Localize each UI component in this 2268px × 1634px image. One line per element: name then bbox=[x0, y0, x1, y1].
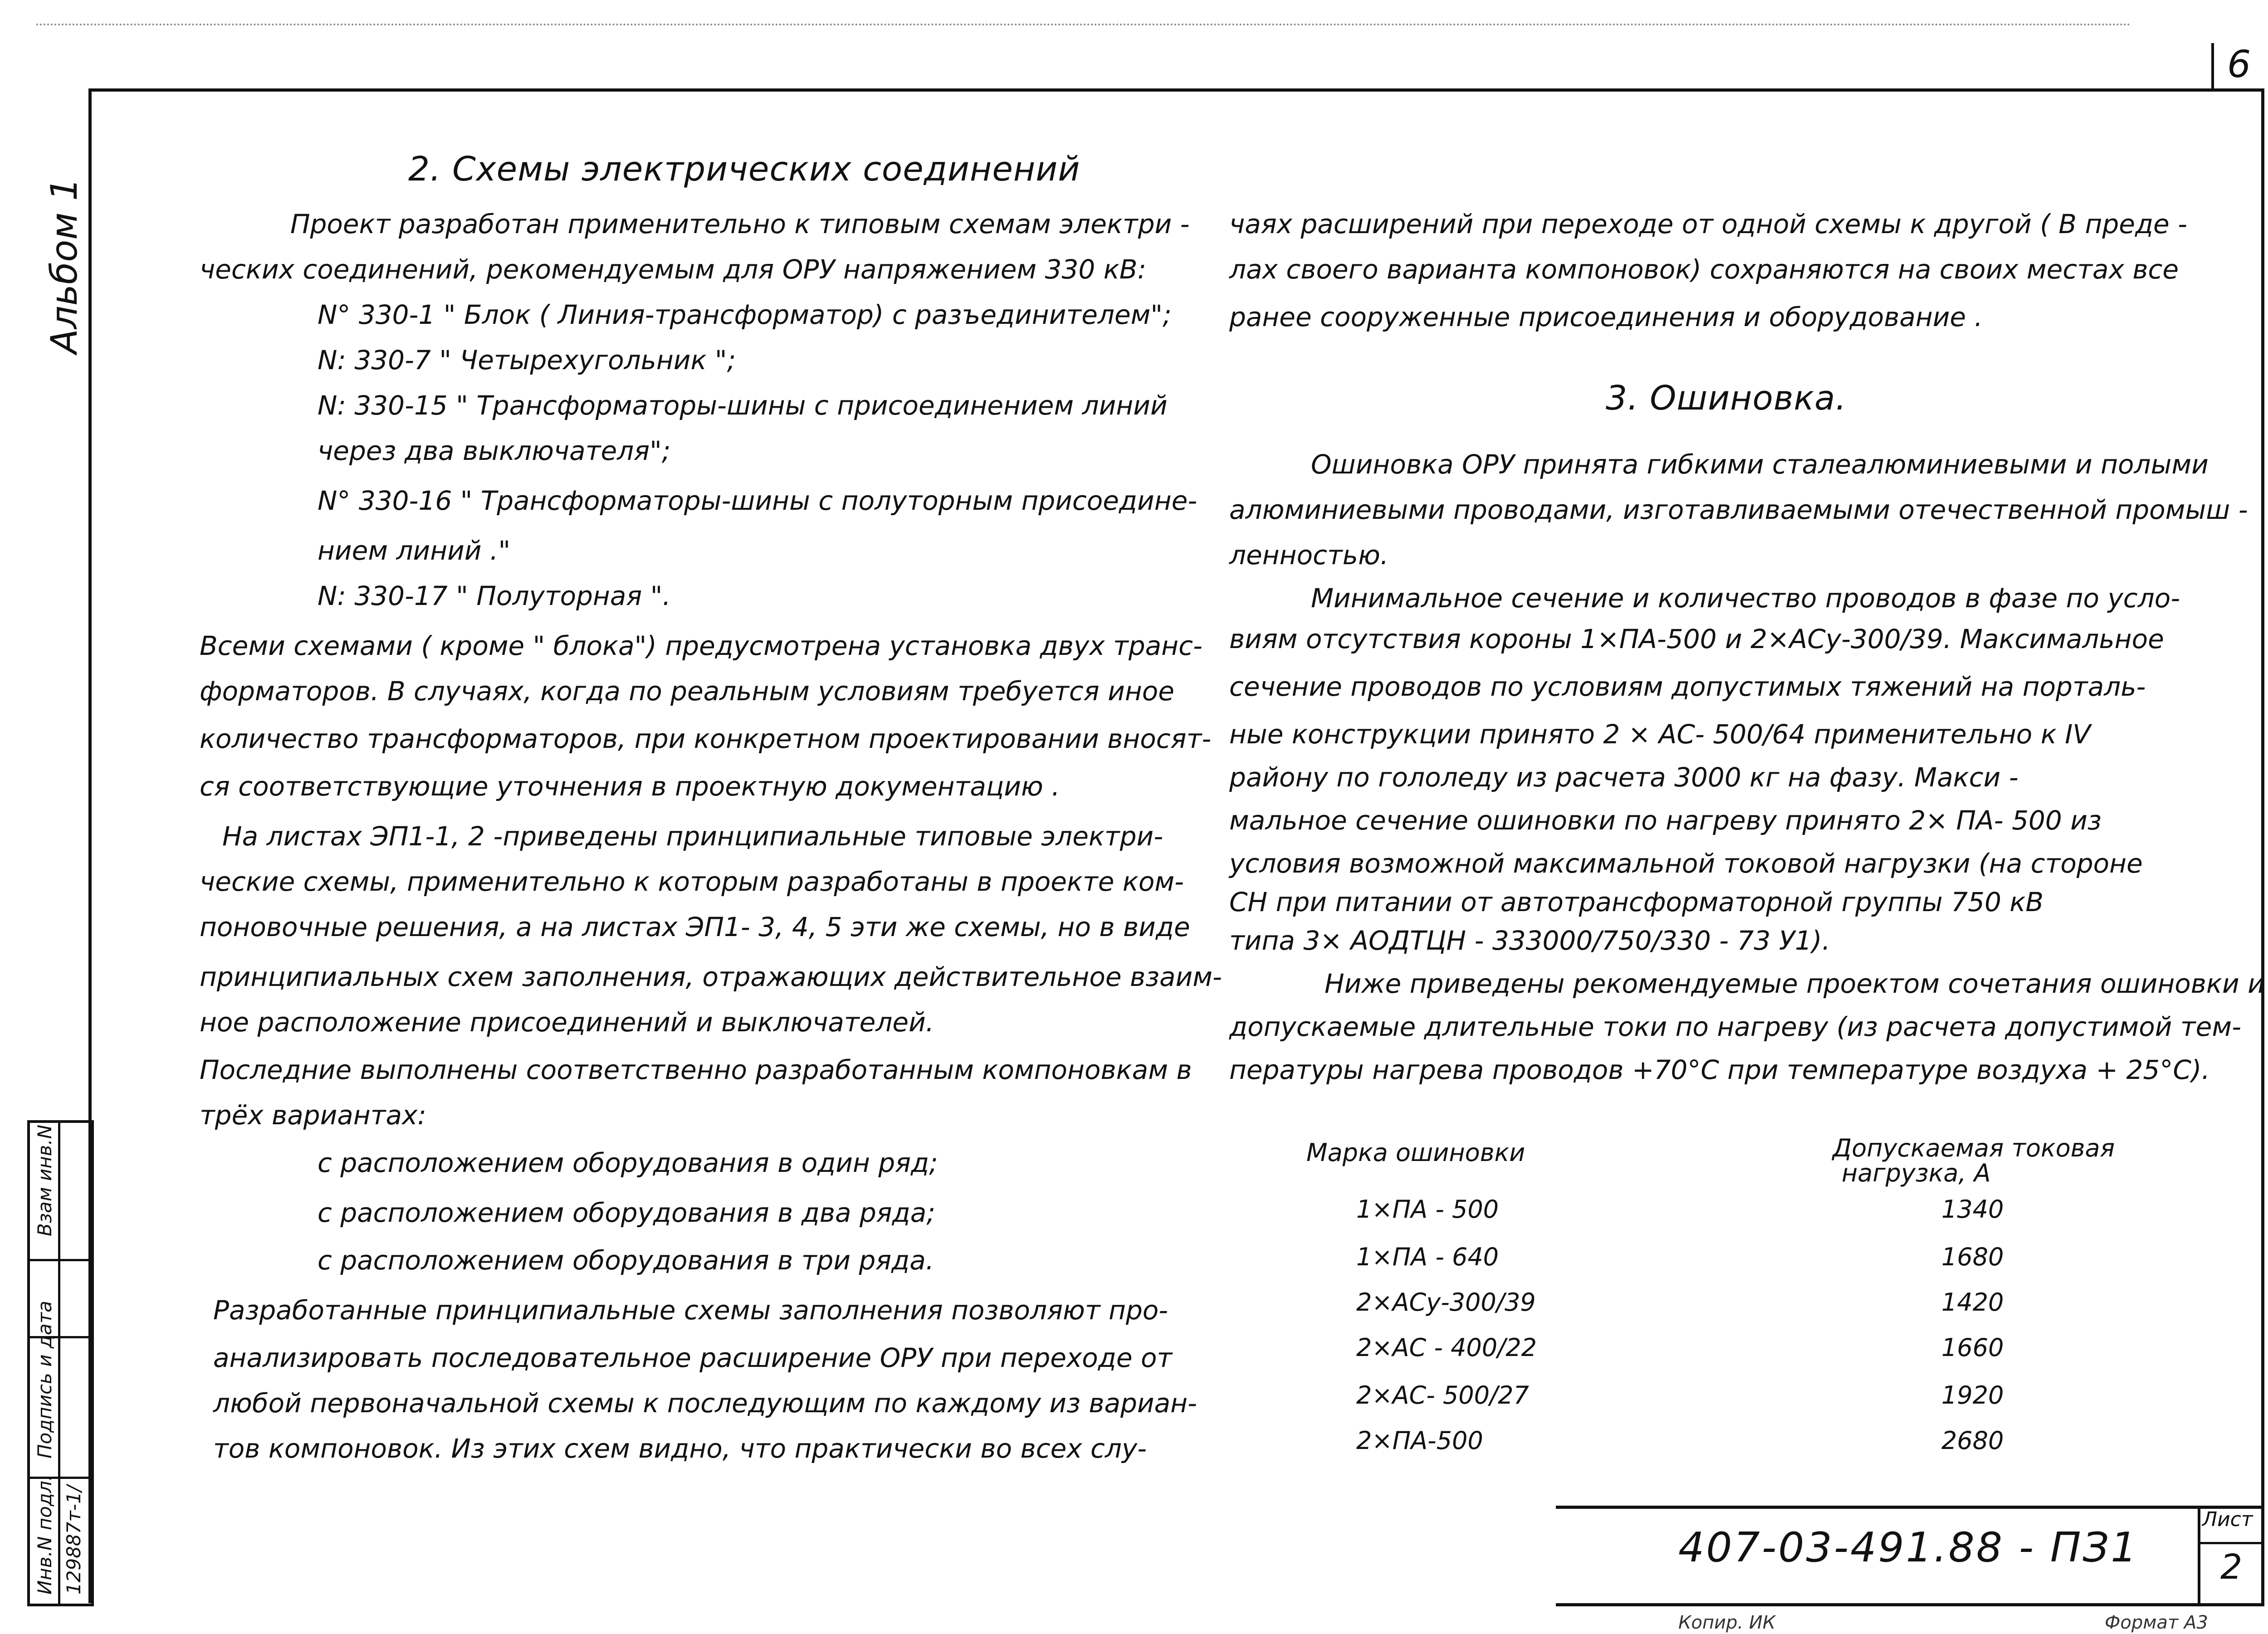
stamp-inv-label: Инв.N подл. bbox=[34, 1474, 56, 1595]
table-cell-mark: 1×ПА - 640 bbox=[1356, 1243, 1499, 1271]
section3-line: типа 3× АОДТЦН - 333000/750/330 - 73 У1). bbox=[1229, 925, 1831, 956]
stamp-sign-label: Подпись и дата bbox=[34, 1301, 56, 1458]
section2-line: Проект разработан применительно к типовым схемам электри - bbox=[290, 209, 1190, 239]
section2-line: принципиальных схем заполнения, отражающих действительное взаим- bbox=[200, 961, 1222, 992]
section3-heading: 3. Ошиновка. bbox=[1606, 379, 1847, 418]
section3-line: алюминиевыми проводами, изготавливаемыми отечественной промыш - bbox=[1229, 494, 2248, 525]
section2-line: тов компоновок. Из этих схем видно, что практически во всех слу- bbox=[213, 1433, 1147, 1464]
section2-line: с расположением оборудования в три ряда. bbox=[318, 1245, 934, 1276]
section2-line: форматоров. В случаях, когда по реальным условиям требуется иное bbox=[200, 676, 1174, 707]
table-cell-mark: 1×ПА - 500 bbox=[1356, 1195, 1499, 1224]
section3-line: виям отсутствия короны 1×ПА-500 и 2×АСу-300/39. Максимальное bbox=[1229, 624, 2164, 654]
section3-line: ленностью. bbox=[1229, 540, 1389, 571]
section2-line: На листах ЭП1-1, 2 -приведены принципиальные типовые электри- bbox=[222, 821, 1163, 852]
section3-line: сечение проводов по условиям допустимых тяжений на порталь- bbox=[1229, 671, 2146, 702]
stamp-divider bbox=[30, 1259, 91, 1261]
sheet-label: Лист bbox=[2202, 1508, 2253, 1531]
table-header-mark: Марка ошиновки bbox=[1306, 1138, 1525, 1167]
section2-line: ное расположение присоединений и выключателей. bbox=[200, 1007, 934, 1038]
section2-line: N° 330-16 " Трансформаторы-шины с полуторным присоедине- bbox=[318, 485, 1198, 516]
section2-line: N: 330-15 " Трансформаторы-шины с присоединением линий bbox=[318, 390, 1168, 421]
sheet-number: 2 bbox=[2220, 1546, 2243, 1587]
document-code: 407-03-491.88 - ПЗ1 bbox=[1678, 1524, 2139, 1571]
title-block-divider bbox=[2198, 1506, 2200, 1605]
frame-right-border bbox=[2261, 88, 2264, 1603]
section2-line: ся соответствующие уточнения в проектную документацию . bbox=[200, 771, 1060, 802]
album-label: Альбом 1 bbox=[43, 178, 85, 354]
section2-line: трёх вариантах: bbox=[200, 1100, 426, 1131]
table-cell-mark: 2×АС- 500/27 bbox=[1356, 1381, 1529, 1410]
section2-line: N: 330-17 " Полуторная ". bbox=[318, 580, 671, 611]
section2-line: с расположением оборудования в один ряд; bbox=[318, 1147, 938, 1178]
section2-line: Разработанные принципиальные схемы заполнения позволяют про- bbox=[213, 1295, 1168, 1326]
stamp-inv-value: 129887т-1/ bbox=[63, 1485, 85, 1595]
section2-line: N: 330-7 " Четырехугольник "; bbox=[318, 345, 736, 376]
section2-line: Всеми схемами ( кроме " блока") предусмотрена установка двух транс- bbox=[200, 630, 1202, 661]
section3-line: Ниже приведены рекомендуемые проектом сочетания ошиновки и bbox=[1325, 968, 2265, 999]
section3-line: допускаемые длительные токи по нагреву (из расчета допустимой тем- bbox=[1229, 1011, 2242, 1042]
section2-line: с расположением оборудования в два ряда; bbox=[318, 1197, 935, 1228]
table-header-load: Допускаемая токовая bbox=[1833, 1134, 2115, 1162]
section2-line: поновочные решения, а на листах ЭП1- 3, 4, 5 эти же схемы, но в виде bbox=[200, 912, 1190, 942]
section3-line: ные конструкции принято 2 × АС- 500/64 применительно к IV bbox=[1229, 719, 2091, 750]
section3-line: Ошиновка ОРУ принята гибкими сталеалюминиевыми и полыми bbox=[1311, 449, 2209, 480]
table-cell-mark: 2×АС - 400/22 bbox=[1356, 1333, 1537, 1362]
table-cell-load: 2680 bbox=[1941, 1426, 2004, 1455]
title-block-divider bbox=[2198, 1542, 2263, 1544]
frame-top-border bbox=[88, 88, 2261, 92]
section3-line: Минимальное сечение и количество проводов в фазе по усло- bbox=[1311, 583, 2180, 614]
table-cell-load: 1420 bbox=[1941, 1288, 2004, 1317]
table-cell-load: 1920 bbox=[1941, 1381, 2004, 1410]
section2-heading: 2. Схемы электрических соединений bbox=[408, 150, 1080, 189]
section2-line: анализировать последовательное расширение ОРУ при переходе от bbox=[213, 1342, 1173, 1373]
stamp-divider bbox=[58, 1123, 60, 1604]
scan-artifact-line bbox=[36, 24, 2132, 25]
page-number: 6 bbox=[2227, 43, 2251, 86]
section3-line: мальное сечение ошиновки по нагреву принято 2× ПА- 500 из bbox=[1229, 805, 2102, 836]
section3-line: пературы нагрева проводов +70°С при температуре воздуха + 25°С). bbox=[1229, 1054, 2210, 1085]
table-cell-mark: 2×ПА-500 bbox=[1356, 1426, 1483, 1455]
right-intro-line: ранее сооруженные присоединения и оборудование . bbox=[1229, 302, 1983, 332]
section3-line: условия возможной максимальной токовой нагрузки (на стороне bbox=[1229, 848, 2143, 879]
table-cell-load: 1660 bbox=[1941, 1333, 2004, 1362]
page-number-divider bbox=[2211, 43, 2214, 88]
table-header-load-unit: нагрузка, А bbox=[1842, 1159, 1991, 1187]
section2-line: нием линий ." bbox=[318, 535, 511, 566]
section2-line: Последние выполнены соответственно разработанным компоновкам в bbox=[200, 1054, 1192, 1085]
section2-line: количество трансформаторов, при конкретном проектировании вносят- bbox=[200, 723, 1212, 754]
format-label: Формат А3 bbox=[2105, 1612, 2208, 1633]
section2-line: N° 330-1 " Блок ( Линия-трансформатор) с разъединителем"; bbox=[318, 299, 1172, 330]
section3-line: СН при питании от автотрансформаторной группы 750 кВ bbox=[1229, 887, 2044, 917]
section2-line: ческие схемы, применительно к которым разработаны в проекте ком- bbox=[200, 866, 1184, 897]
side-stamp bbox=[27, 1120, 94, 1606]
section2-line: ческих соединений, рекомендуемым для ОРУ напряжением 330 кВ: bbox=[200, 254, 1147, 285]
section2-line: через два выключателя"; bbox=[318, 435, 671, 466]
table-cell-load: 1340 bbox=[1941, 1195, 2004, 1224]
copy-label: Копир. ИК bbox=[1678, 1612, 1776, 1633]
section2-line: любой первоначальной схемы к последующим по каждому из вариан- bbox=[213, 1388, 1197, 1419]
table-cell-load: 1680 bbox=[1941, 1243, 2004, 1271]
stamp-vzam-label: Взам инв.N bbox=[34, 1124, 56, 1236]
right-intro-line: чаях расширений при переходе от одной схемы к другой ( В преде - bbox=[1229, 209, 2188, 239]
table-cell-mark: 2×АСу-300/39 bbox=[1356, 1288, 1536, 1317]
right-intro-line: лах своего варианта компоновок) сохраняются на своих местах все bbox=[1229, 254, 2179, 285]
section3-line: району по гололеду из расчета 3000 кг на фазу. Макси - bbox=[1229, 762, 2019, 793]
